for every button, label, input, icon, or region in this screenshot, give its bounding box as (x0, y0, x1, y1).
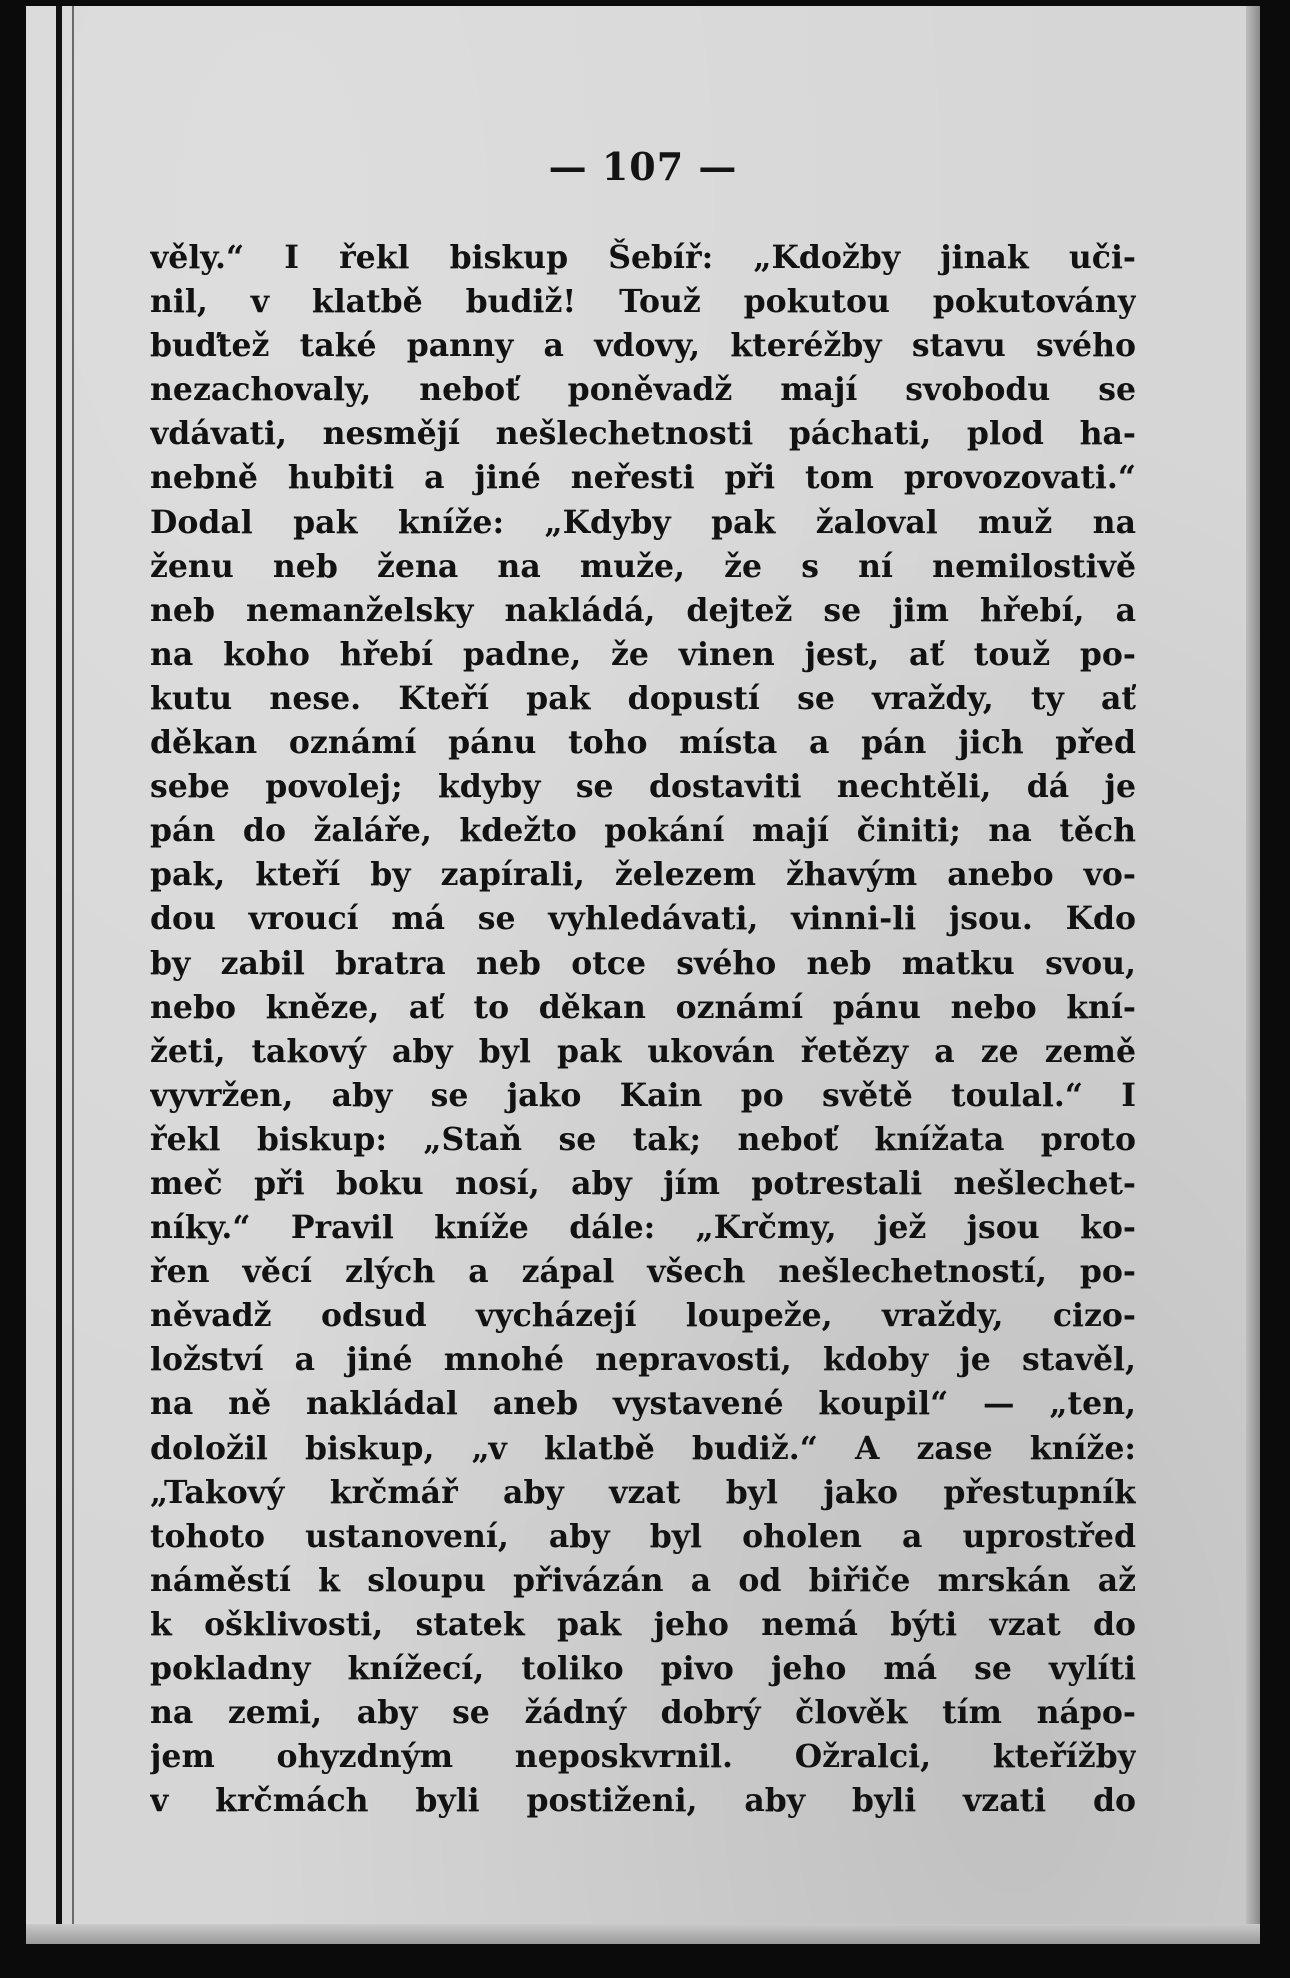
text-line: žeti, takový aby byl pak ukován řetězy a ze země (150, 1032, 1136, 1070)
text-line: by zabil bratra neb otce svého neb matku svou, (150, 944, 1136, 982)
text-line: na zemi, aby se žádný dobrý člověk tím nápo- (150, 1694, 1136, 1732)
page-right-edge (1246, 6, 1260, 1944)
text-line: věly.“ I řekl biskup Šebíř: „Kdožby jinak uči- (150, 239, 1136, 276)
text-line: něvadž odsud vycházejí loupeže, vraždy, cizo- (150, 1297, 1136, 1335)
text-line: pán do žaláře, kdežto pokání mají činiti; na těch (150, 812, 1136, 850)
text-line: kutu nese. Kteří pak dopustí se vraždy, ty ať (150, 679, 1136, 717)
text-line: náměstí k sloupu přivázán a od biřiče mrskán až (150, 1561, 1136, 1599)
text-line: nezachovaly, neboť poněvadž mají svobodu se (150, 371, 1136, 409)
page-bottom-edge (26, 1924, 1260, 1944)
text-line: sebe povolej; kdyby se dostaviti nechtěli, dá je (150, 768, 1136, 806)
text-line: na koho hřebí padne, že vinen jest, ať touž po- (150, 635, 1136, 673)
body-text (150, 236, 1136, 1823)
page-number: — 107 — (548, 144, 738, 189)
text-line: Dodal pak kníže: „Kdyby pak žaloval muž na (150, 503, 1136, 541)
text-line: nil, v klatbě budiž! Touž pokutou pokutovány (150, 283, 1136, 321)
text-line: k ošklivosti, statek pak jeho nemá býti vzat do (150, 1605, 1136, 1643)
text-line: vyvržen, aby se jako Kain po světě toulal.“ I (150, 1076, 1136, 1114)
text-line: nebo kněze, ať to děkan oznámí pánu nebo kní- (150, 988, 1136, 1026)
text-line: děkan oznámí pánu toho místa a pán jich před (150, 724, 1136, 762)
text-line: na ně nakládal aneb vystavené koupil“ — „ten, (150, 1385, 1136, 1423)
text-line: níky.“ Pravil kníže dále: „Krčmy, jež jsou ko- (150, 1209, 1136, 1247)
text-line: „Takový krčmář aby vzat byl jako přestupník (150, 1473, 1136, 1511)
text-line: tohoto ustanovení, aby byl oholen a uprostřed (150, 1517, 1136, 1555)
text-line: dou vroucí má se vyhledávati, vinni-li jsou. Kdo (150, 900, 1136, 938)
text-line: řekl biskup: „Staň se tak; neboť knížata proto (150, 1120, 1136, 1158)
text-line: meč při boku nosí, aby jím potrestali nešlechet- (150, 1164, 1136, 1202)
text-line: neb nemanželsky nakládá, dejtež se jim hřebí, a (150, 591, 1136, 629)
text-line: pokladny knížecí, toliko pivo jeho má se vylíti (150, 1650, 1136, 1687)
text-line: buďtež také panny a vdovy, kteréžby stavu svého (150, 327, 1136, 365)
text-line: ženu neb žena na muže, že s ní nemilostivě (150, 547, 1136, 585)
binding-shadow (72, 6, 74, 1944)
text-line: pak, kteří by zapírali, železem žhavým anebo vo- (150, 856, 1136, 894)
text-line: vdávati, nesmějí nešlechetnosti páchati, plod ha- (150, 415, 1136, 453)
text-line: řen věcí zlých a zápal všech nešlechetností, po- (150, 1253, 1136, 1291)
text-line: nebně hubiti a jiné neřesti při tom provozovati.“ (150, 459, 1136, 497)
text-line: doložil biskup, „v klatbě budiž.“ A zase kníže: (150, 1429, 1136, 1467)
book-page (26, 6, 1260, 1944)
binding-edge (56, 6, 62, 1944)
text-line: jem ohyzdným neposkvrnil. Ožralci, kteřížby (150, 1738, 1136, 1776)
text-line: ložství a jiné mnohé nepravosti, kdoby je stavěl, (150, 1341, 1136, 1379)
text-line: v krčmách byli postiženi, aby byli vzati do (150, 1782, 1136, 1820)
